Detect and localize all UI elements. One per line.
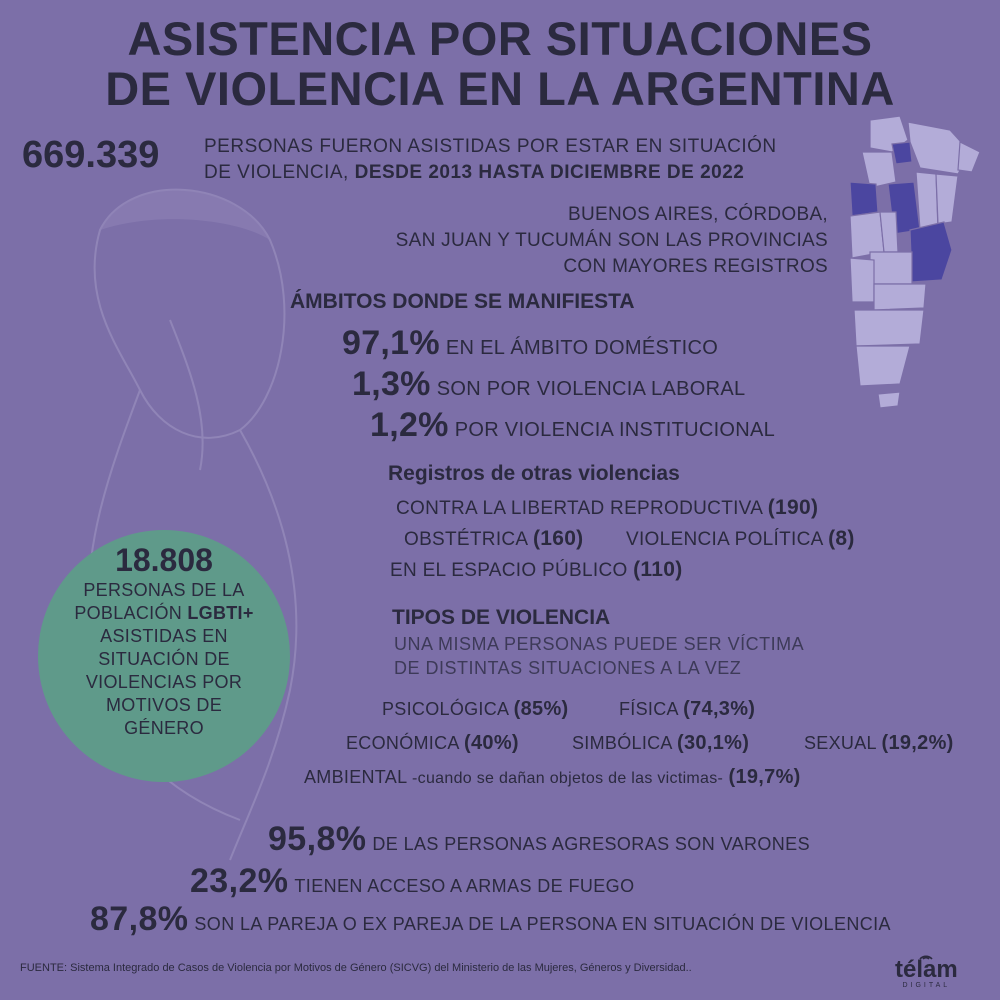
source-footer: FUENTE: Sistema Integrado de Casos de Violencia por Motivos de Género (SICVG) del Ministerio de las Mujeres, Géneros y Diversidad.. — [20, 962, 692, 974]
ambito-domestico — [342, 324, 718, 363]
logo-word: télam — [895, 956, 958, 983]
lgbti-number: 18.808 — [115, 542, 213, 578]
map-province-santa-cruz — [856, 346, 910, 386]
tipo-ambiental: AMBIENTAL -cuando se dañan objetos de las victimas- (19,7%) — [304, 766, 801, 788]
map-province-santa-fe — [916, 172, 938, 230]
map-province-neuquen — [850, 258, 874, 302]
ambito-label: POR VIOLENCIA INSTITUCIONAL — [454, 419, 776, 441]
provinces-line-2: SAN JUAN Y TUCUMÁN SON LAS PROVINCIAS — [395, 230, 828, 251]
logo-sub: DIGITAL — [902, 982, 951, 989]
lgbti-circle — [38, 530, 290, 782]
map-province-catamarca — [862, 152, 896, 188]
page-title — [0, 14, 1000, 114]
agresores-pareja: 87,8% SON LA PAREJA O EX PAREJA DE LA PERSONA EN SITUACIÓN DE VIOLENCIA — [90, 900, 891, 938]
map-province-san-juan — [850, 182, 878, 216]
lgbti-text: PERSONAS DE LA POBLACIÓN LGBTI+ ASISTIDAS EN SITUACIÓN DE VIOLENCIAS POR MOTIVOS DE GÉNERO — [74, 580, 254, 738]
ambitos-heading: ÁMBITOS DONDE SE MANIFIESTA — [290, 290, 635, 313]
map-province-entre-rios — [936, 174, 958, 224]
map-province-buenos-aires — [910, 222, 952, 282]
map-province-misiones — [958, 142, 980, 172]
total-assisted-number: 669.339 — [22, 134, 160, 176]
ambito-value: 1,3% — [352, 365, 431, 403]
agresores-varones: 95,8% DE LAS PERSONAS AGRESORAS SON VARONES — [268, 820, 810, 858]
tipo-simbolica: SIMBÓLICA (30,1%) — [572, 732, 750, 754]
title-line-1: ASISTENCIA POR SITUACIONES — [127, 12, 873, 65]
registros-heading: Registros de otras violencias — [388, 462, 680, 485]
ambito-value: 97,1% — [342, 324, 440, 362]
ambito-label: EN EL ÁMBITO DOMÉSTICO — [445, 337, 719, 359]
agresores-armas: 23,2% TIENEN ACCESO A ARMAS DE FUEGO — [190, 862, 635, 900]
map-province-tierra-del-fuego — [878, 392, 900, 408]
map-province-la-pampa — [870, 252, 912, 284]
registro-politica: VIOLENCIA POLÍTICA (8) — [626, 527, 855, 550]
date-range: DESDE 2013 HASTA DICIEMBRE DE 2022 — [354, 162, 745, 183]
argentina-map — [840, 112, 990, 412]
map-province-chubut — [854, 310, 924, 346]
tipo-sexual: SEXUAL (19,2%) — [804, 732, 954, 754]
ambito-value: 1,2% — [370, 406, 449, 444]
provinces-text — [330, 202, 828, 280]
registro-espacio-publico: EN EL ESPACIO PÚBLICO (110) — [390, 558, 683, 581]
intro-line-1: PERSONAS FUERON ASISTIDAS POR ESTAR EN SITUACIÓN — [204, 136, 777, 157]
ambito-laboral — [352, 365, 745, 404]
map-province-mendoza — [850, 212, 884, 258]
tipo-economica: ECONÓMICA (40%) — [346, 732, 519, 754]
tipos-heading: TIPOS DE VIOLENCIA — [392, 606, 611, 629]
tipo-psicologica: PSICOLÓGICA (85%) — [382, 698, 569, 720]
map-province-rio-negro — [874, 284, 926, 310]
registro-reproductiva: CONTRA LA LIBERTAD REPRODUCTIVA (190) — [396, 496, 819, 519]
provinces-line-3: CON MAYORES REGISTROS — [563, 256, 828, 277]
registro-obstetrica: OBSTÉTRICA (160) — [404, 527, 584, 550]
ambito-institucional — [370, 406, 775, 445]
intro-line-2: DE VIOLENCIA, DESDE 2013 HASTA DICIEMBRE DE 2022 — [204, 162, 745, 183]
tipo-fisica: FÍSICA (74,3%) — [619, 698, 756, 720]
title-line-2: DE VIOLENCIA EN LA ARGENTINA — [105, 62, 895, 115]
total-assisted-text — [204, 134, 777, 186]
tipos-note: UNA MISMA PERSONAS PUEDE SER VÍCTIMA DE DISTINTAS SITUACIONES A LA VEZ — [394, 634, 805, 678]
map-province-tucuman — [892, 142, 912, 164]
provinces-line-1: BUENOS AIRES, CÓRDOBA, — [568, 204, 828, 225]
telam-logo — [895, 950, 958, 989]
ambito-label: SON POR VIOLENCIA LABORAL — [436, 378, 746, 400]
